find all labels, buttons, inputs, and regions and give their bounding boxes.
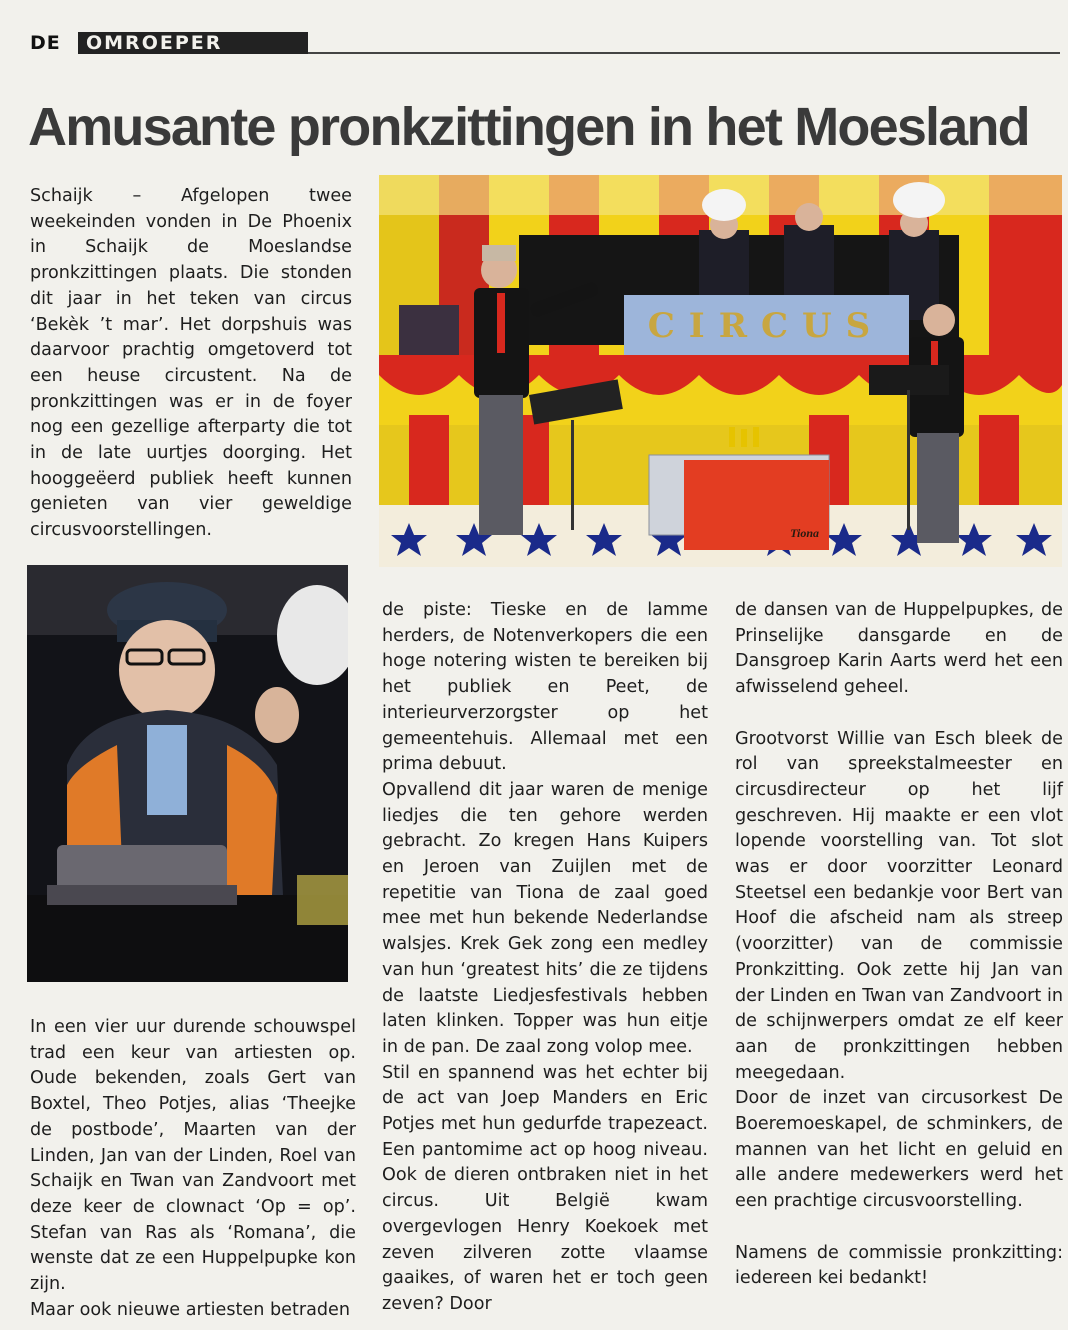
article-column-1-top — [30, 184, 352, 544]
masthead-de: DE — [30, 32, 61, 54]
article-headline: Amusante pronkzittingen in het Moesland — [28, 97, 1029, 157]
article-column-2 — [382, 598, 708, 1318]
host-photo — [27, 565, 348, 982]
article-paragraph: Schaijk – Afgelopen twee weekeinden vonden in De Phoenix in Schaijk de Moeslandse pronkzittingen plaats. Die stonden dit jaar in het teken van circus ‘Bekèk ’t mar’. Het dorpshuis was daarvoor prachtig omgetoverd tot een heuse circustent. Na de pronkzittingen was er in de foyer nog een gezellige afterparty die tot in de late uurtjes doorging. Het hooggeëerd publiek heeft kunnen genieten van vier geweldige circusvoorstellingen. — [30, 186, 352, 541]
masthead-name: OMROEPER — [78, 32, 308, 54]
article-paragraph: de piste: Tieske en de lamme herders, de Notenverkopers die een hoge notering wisten te bereiken bij het publiek en Peet, de interieurverzorgster op het gemeentehuis. Allemaal met een prima debuut. — [382, 600, 708, 775]
article-paragraph: de dansen van de Huppelpupkes, de Prinselijke dansgarde en de Dansgroep Karin Aarts werd het een afwisselend geheel. — [735, 600, 1063, 698]
article-paragraph: Door de inzet van circusorkest De Boeremoeskapel, de schminkers, de mannen van het licht en geluid en alle andere medewerkers werd het een prachtige circusvoorstelling. — [735, 1088, 1063, 1212]
masthead-rule — [308, 52, 1060, 54]
article-paragraph: In een vier uur durende schouwspel trad een keur van artiesten op. Oude bekenden, zoals Gert van Boxtel, Theo Potjes, alias ‘Theejke de postbode’, Maarten van der Linden, Jan van der Linden, Roel van Schaijk en Twan van Zandvoort met deze keer de clownact ‘Op = op’. Stefan van Ras als ‘Romana’, die wenste dat ze een Huppelpupke kon zijn. — [30, 1017, 356, 1295]
masthead — [30, 32, 1064, 56]
article-paragraph: Maar ook nieuwe artiesten betraden — [30, 1299, 351, 1320]
article-column-1-bottom — [30, 1015, 356, 1323]
stage-photo — [379, 175, 1062, 567]
circus-banner-text: CIRCUS — [647, 306, 885, 346]
article-paragraph: Grootvorst Willie van Esch bleek de rol van spreekstalmeester en circusdirecteur op het lijf geschreven. Hij maakte er een vlot lopende voorstelling van. Tot slot was er door voorzitter Leonard Steetsel een bedankje voor Bert van Hoof die afscheid nam als streep (voorzitter) van de commissie Pronkzitting. Ook zette hij Jan van der Linden en Twan van Zandvoort in de schijnwerpers omdat ze elf keer aan de pronkzittingen hebben meegedaan. — [735, 728, 1063, 1083]
table-sign-text: Tiona — [790, 526, 819, 540]
article-column-3 — [735, 598, 1063, 1292]
article-paragraph: Opvallend dit jaar waren de menige liedjes die ten gehore werden gebracht. Zo kregen Hans Kuipers en Jeroen van Zuijlen met de repetitie van Tiona de zaal goed mee met hun bekende Nederlandse walsjes. Krek Gek zong een medley van hun ‘greatest hits’ die ze tijdens de laatste Liedjesfestivals hebben laten klinken. Topper was hun eitje in de pan. De zaal zong volop mee. — [382, 779, 708, 1057]
closing-thanks: Namens de commissie pronkzitting: iedereen kei bedankt! — [735, 1242, 1063, 1289]
article-paragraph: Stil en spannend was het echter bij de act van Joep Manders en Eric Potjes met hun gedurfde trapezeact. Een pantomime act op hoog niveau. Ook de dieren ontbraken niet in het circus. Uit België kwam overgevlogen Henry Koekoek met zeven zilveren zotte vlaamse gaaikes, of waren het er toch geen zeven? Door — [382, 1062, 708, 1314]
